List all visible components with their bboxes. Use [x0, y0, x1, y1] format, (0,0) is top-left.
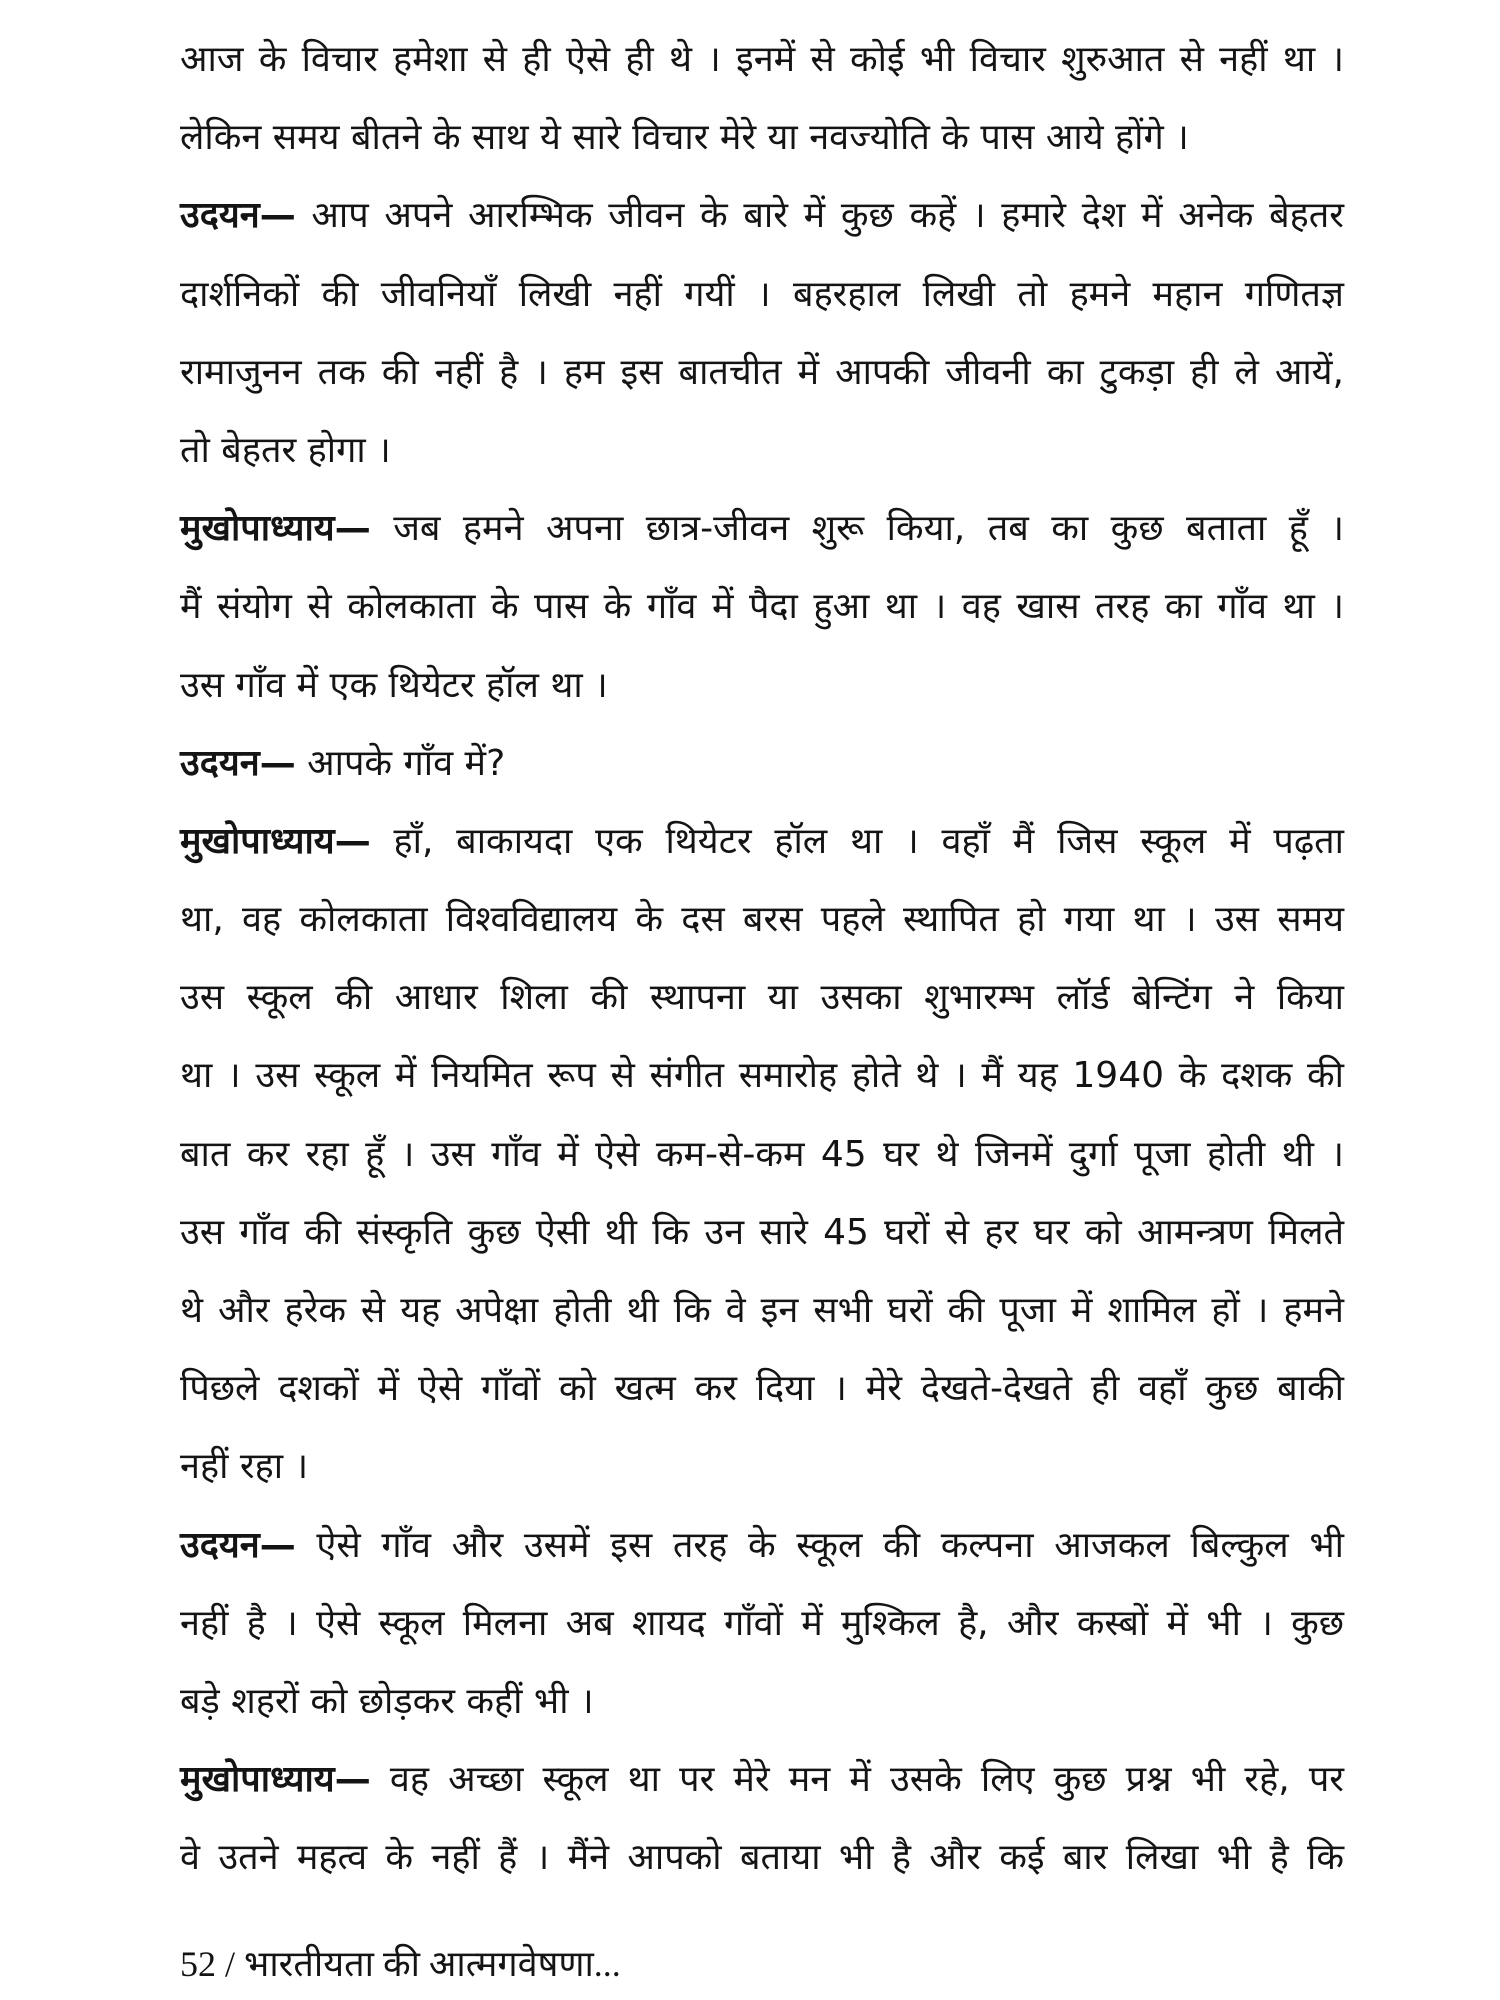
text-line: [180, 1350, 1344, 1428]
text-line: [180, 1507, 1344, 1585]
line-text: आज के विचार हमेशा से ही ऐसे ही थे । इनमें से कोई भी विचार शुरुआत से नहीं था ।: [180, 39, 1344, 80]
line-text: लेकिन समय बीतने के साथ ये सारे विचार मेरे या नवज्योति के पास आये होंगे ।: [180, 117, 1189, 159]
line-text: थे और हरेक से यह अपेक्षा होती थी कि वे इन सभी घरों की पूजा में शामिल हों । हमने: [180, 1290, 1344, 1331]
text-line: [180, 725, 1344, 803]
dialogue-paragraph: [180, 725, 1344, 803]
dialogue-paragraph: [180, 803, 1344, 1507]
line-text: रामाजुनन तक की नहीं है । हम इस बातचीत में आपकी जीवनी का टुकड़ा ही ले आयें,: [180, 351, 1344, 393]
text-line: [180, 1037, 1344, 1115]
continuation-paragraph: [180, 21, 1344, 177]
text-line: [180, 568, 1344, 646]
line-text: मैं संयोग से कोलकाता के पास के गाँव में पैदा हुआ था । वह खास तरह का गाँव था ।: [180, 586, 1344, 628]
line-text: बात कर रहा हूँ । उस गाँव में ऐसे कम-से-कम 45 घर थे जिनमें दुर्गा पूजा होती थी ।: [180, 1133, 1344, 1175]
page-text-body: [180, 21, 1344, 1898]
running-title: भारतीयता की आत्मगवेषणा...: [244, 1944, 621, 1984]
text-line: [180, 334, 1344, 412]
text-line: [180, 647, 1344, 725]
text-line: [180, 177, 1344, 255]
dialogue-paragraph: [180, 1741, 1344, 1897]
text-line: [180, 21, 1344, 99]
line-text: हाँ, बाकायदा एक थियेटर हॉल था । वहाँ मैं जिस स्कूल में पढ़ता: [393, 820, 1344, 862]
line-text: उस गाँव में एक थियेटर हॉल था ।: [180, 664, 608, 706]
dialogue-paragraph: [180, 177, 1344, 490]
text-line: [180, 1194, 1344, 1272]
text-line: [180, 803, 1344, 881]
page-footer: [180, 1940, 621, 1988]
text-line: [180, 1428, 1344, 1506]
line-text: उस गाँव की संस्कृति कुछ ऐसी थी कि उन सारे 45 घरों से हर घर को आमन्त्रण मिलते: [180, 1211, 1344, 1253]
line-text: तो बेहतर होगा ।: [180, 429, 391, 471]
text-line: [180, 959, 1344, 1037]
dialogue-paragraph: [180, 1507, 1344, 1742]
footer-separator: /: [225, 1944, 236, 1984]
speaker-label: उदयन—: [180, 742, 296, 784]
text-line: [180, 99, 1344, 177]
speaker-label: उदयन—: [180, 195, 296, 237]
text-line: [180, 1663, 1344, 1741]
text-line: [180, 412, 1344, 490]
text-line: [180, 1741, 1344, 1819]
speaker-label: मुखोपाध्याय—: [180, 820, 371, 862]
text-line: [180, 1819, 1344, 1897]
page-number: 52: [180, 1944, 216, 1984]
line-text: जब हमने अपना छात्र-जीवन शुरू किया, तब का कुछ बताता हूँ ।: [393, 508, 1344, 550]
line-text: आप अपने आरम्भिक जीवन के बारे में कुछ कहें । हमारे देश में अनेक बेहतर: [311, 195, 1344, 237]
line-text: नहीं रहा ।: [180, 1446, 309, 1488]
line-text: वह अच्छा स्कूल था पर मेरे मन में उसके लिए कुछ प्रश्न भी रहे, पर: [389, 1759, 1344, 1801]
line-text: नहीं है । ऐसे स्कूल मिलना अब शायद गाँवों में मुश्किल है, और कस्बों में भी । कुछ: [180, 1602, 1344, 1644]
speaker-label: मुखोपाध्याय—: [180, 1759, 371, 1801]
text-line: [180, 1272, 1344, 1350]
speaker-label: मुखोपाध्याय—: [180, 508, 371, 550]
line-text: बड़े शहरों को छोड़कर कहीं भी ।: [180, 1680, 594, 1722]
text-line: [180, 1116, 1344, 1194]
line-text: था, वह कोलकाता विश्वविद्यालय के दस बरस पहले स्थापित हो गया था । उस समय: [180, 899, 1344, 941]
line-text: ऐसे गाँव और उसमें इस तरह के स्कूल की कल्पना आजकल बिल्कुल भी: [316, 1524, 1344, 1566]
line-text: था । उस स्कूल में नियमित रूप से संगीत समारोह होते थे । मैं यह 1940 के दशक की: [180, 1055, 1344, 1097]
line-text: पिछले दशकों में ऐसे गाँवों को खत्म कर दिया । मेरे देखते-देखते ही वहाँ कुछ बाकी: [180, 1368, 1344, 1410]
line-text: वे उतने महत्व के नहीं हैं । मैंने आपको बताया भी है और कई बार लिखा भी है कि: [180, 1837, 1344, 1879]
text-line: [180, 490, 1344, 568]
text-line: [180, 256, 1344, 334]
text-line: [180, 881, 1344, 959]
dialogue-paragraph: [180, 490, 1344, 725]
line-text: उस स्कूल की आधार शिला की स्थापना या उसका शुभारम्भ लॉर्ड बेन्टिंग ने किया: [180, 977, 1344, 1019]
speaker-label: उदयन—: [180, 1524, 296, 1566]
text-line: [180, 1585, 1344, 1663]
line-text: दार्शनिकों की जीवनियाँ लिखी नहीं गयीं । बहरहाल लिखी तो हमने महान गणितज्ञ: [180, 273, 1344, 315]
line-text: आपके गाँव में?: [307, 742, 506, 784]
